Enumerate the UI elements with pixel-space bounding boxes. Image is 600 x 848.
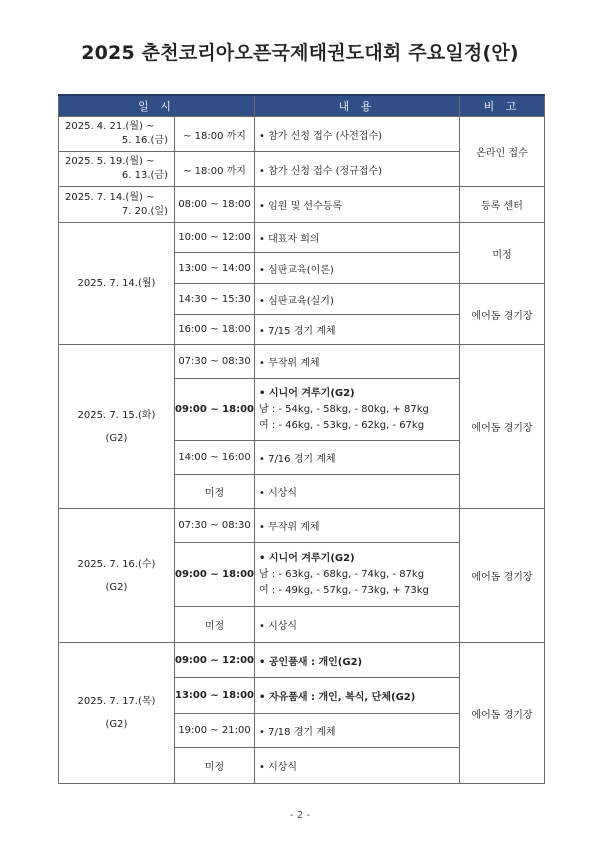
note-cell: 에어돔 경기장 bbox=[460, 643, 545, 784]
table-row bbox=[59, 345, 545, 379]
content-cell: • 시상식 bbox=[255, 475, 460, 509]
note-cell: 미정 bbox=[460, 223, 545, 284]
content-cell: • 시상식 bbox=[255, 607, 460, 643]
time-cell: ~ 18:00 까지 bbox=[175, 152, 255, 187]
note-cell: 에어돔 경기장 bbox=[460, 284, 545, 345]
table-row bbox=[59, 223, 545, 253]
table-row bbox=[59, 643, 545, 678]
time-cell: 09:00 ~ 12:00 bbox=[175, 643, 255, 678]
time-cell: 09:00 ~ 18:00 bbox=[175, 543, 255, 607]
date-cell: 2025. 5. 19.(월) ~ 6. 13.(금) bbox=[59, 152, 175, 187]
header-row bbox=[59, 95, 545, 117]
content-cell: • 자유품새 : 개인, 복식, 단체(G2) bbox=[255, 678, 460, 714]
note-cell: 에어돔 경기장 bbox=[460, 509, 545, 643]
content-cell: • 시니어 겨루기(G2) 남 : - 63kg, - 68kg, - 74kg, - 87kg 여 : - 49kg, - 57kg, - 73kg, + 73kg bbox=[255, 543, 460, 607]
date-cell: 2025. 7. 14.(월) ~ 7. 20.(일) bbox=[59, 187, 175, 223]
time-cell: 미정 bbox=[175, 475, 255, 509]
content-cell: • 공인품새 : 개인(G2) bbox=[255, 643, 460, 678]
time-cell: 08:00 ~ 18:00 bbox=[175, 187, 255, 223]
page-title: 2025 춘천코리아오픈국제태권도대회 주요일정(안) bbox=[81, 42, 519, 64]
content-cell: • 시상식 bbox=[255, 748, 460, 784]
time-cell: 13:00 ~ 18:00 bbox=[175, 678, 255, 714]
note-cell: 에어돔 경기장 bbox=[460, 345, 545, 509]
date-cell: 2025. 4. 21.(월) ~ 5. 16.(금) bbox=[59, 117, 175, 152]
time-cell: 10:00 ~ 12:00 bbox=[175, 223, 255, 253]
time-cell: 07:30 ~ 08:30 bbox=[175, 345, 255, 379]
page-number: - 2 - bbox=[290, 810, 310, 821]
time-cell: 13:00 ~ 14:00 bbox=[175, 253, 255, 284]
content-cell: • 7/15 경기 계체 bbox=[255, 315, 460, 345]
content-cell: • 무작위 계체 bbox=[255, 345, 460, 379]
content-cell: • 대표자 회의 bbox=[255, 223, 460, 253]
time-cell: 미정 bbox=[175, 748, 255, 784]
time-cell: 14:30 ~ 15:30 bbox=[175, 284, 255, 315]
content-cell: • 임원 및 선수등록 bbox=[255, 187, 460, 223]
content-cell: • 참가 신청 접수 (정규접수) bbox=[255, 152, 460, 187]
content-cell: • 심판교육(실기) bbox=[255, 284, 460, 315]
time-cell: 07:30 ~ 08:30 bbox=[175, 509, 255, 543]
content-cell: • 심판교육(이론) bbox=[255, 253, 460, 284]
note-cell: 온라인 접수 bbox=[460, 117, 545, 187]
content-cell: • 시니어 겨루기(G2) 남 : - 54kg, - 58kg, - 80kg, + 87kg 여 : - 46kg, - 53kg, - 62kg, - 67kg bbox=[255, 379, 460, 441]
schedule-table bbox=[58, 94, 545, 784]
content-cell: • 7/16 경기 계체 bbox=[255, 441, 460, 475]
date-cell: 2025. 7. 15.(화) (G2) bbox=[59, 345, 175, 509]
note-cell: 등록 센터 bbox=[460, 187, 545, 223]
time-cell: 14:00 ~ 16:00 bbox=[175, 441, 255, 475]
content-cell: • 무작위 계체 bbox=[255, 509, 460, 543]
content-cell: • 참가 신청 접수 (사전접수) bbox=[255, 117, 460, 152]
date-cell: 2025. 7. 14.(월) bbox=[59, 223, 175, 345]
table-row bbox=[59, 117, 545, 152]
time-cell: 19:00 ~ 21:00 bbox=[175, 714, 255, 748]
header-content: 내 용 bbox=[255, 95, 460, 117]
date-cell: 2025. 7. 16.(수) (G2) bbox=[59, 509, 175, 643]
header-note: 비 고 bbox=[460, 95, 545, 117]
table-row bbox=[59, 187, 545, 223]
date-cell: 2025. 7. 17.(목) (G2) bbox=[59, 643, 175, 784]
time-cell: ~ 18:00 까지 bbox=[175, 117, 255, 152]
content-cell: • 7/18 경기 계체 bbox=[255, 714, 460, 748]
table-row bbox=[59, 509, 545, 543]
time-cell: 미정 bbox=[175, 607, 255, 643]
time-cell: 16:00 ~ 18:00 bbox=[175, 315, 255, 345]
time-cell: 09:00 ~ 18:00 bbox=[175, 379, 255, 441]
header-date: 일 시 bbox=[59, 95, 255, 117]
